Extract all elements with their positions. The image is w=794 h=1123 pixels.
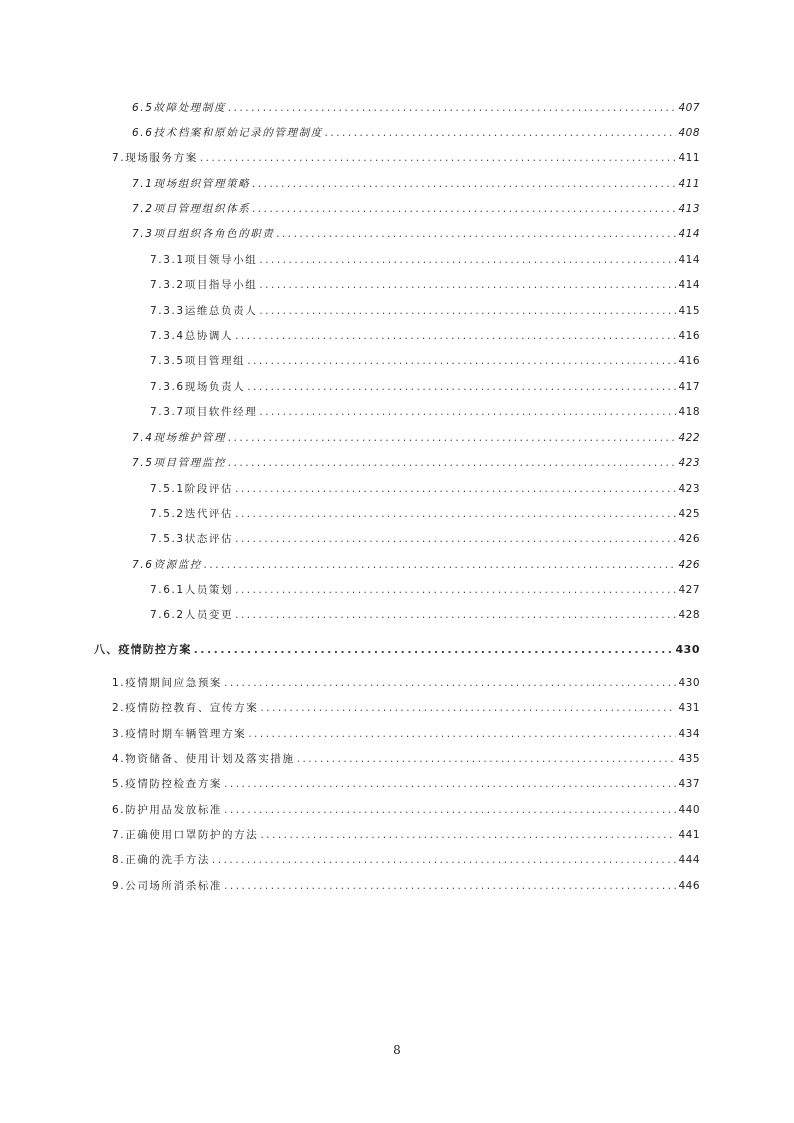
toc-entry[interactable] (132, 431, 700, 445)
toc-entry-page: 408 (678, 127, 700, 139)
toc-leader-dots (252, 177, 676, 191)
toc-leader-dots (235, 608, 676, 622)
toc-entry-label: 6.防护用品发放标准 (112, 804, 223, 816)
toc-entry[interactable] (150, 304, 700, 318)
toc-entry[interactable] (150, 608, 700, 622)
toc-entry[interactable] (132, 456, 700, 470)
toc-leader-dots (228, 431, 676, 445)
toc-leader-dots (235, 507, 676, 521)
toc-entry-label: 6.5故障处理制度 (132, 102, 227, 114)
toc-entry-page: 418 (678, 406, 700, 418)
toc-entry-label: 3.疫情时期车辆管理方案 (112, 728, 247, 740)
toc-entry[interactable] (150, 380, 700, 394)
toc-entry-page: 413 (678, 203, 700, 215)
toc-entry[interactable] (132, 177, 700, 191)
toc-entry-page: 422 (678, 432, 700, 444)
toc-leader-dots (277, 227, 677, 241)
toc-entry[interactable] (150, 507, 700, 521)
toc-entry[interactable] (150, 253, 700, 267)
toc-entry-label: 2.疫情防控教育、宣传方案 (112, 702, 259, 714)
toc-leader-dots (259, 405, 676, 419)
toc-entry-page: 427 (678, 584, 700, 596)
toc-entry[interactable] (112, 853, 700, 867)
toc-entry-page: 411 (678, 178, 700, 190)
toc-entry-page: 428 (678, 609, 700, 621)
toc-entry-page: 434 (678, 728, 700, 740)
toc-leader-dots (224, 676, 676, 690)
toc-entry-page: 425 (678, 508, 700, 520)
toc-entry-page: 414 (678, 279, 700, 291)
toc-leader-dots (259, 278, 676, 292)
toc-entry-page: 426 (678, 559, 700, 571)
toc-entry-label: 7.4现场维护管理 (132, 432, 227, 444)
toc-entry-label: 9.公司场所消杀标准 (112, 880, 223, 892)
toc-entry-label: 7.5项目管理监控 (132, 457, 227, 469)
toc-leader-dots (224, 777, 676, 791)
toc-leader-dots (260, 828, 676, 842)
toc-leader-dots (252, 202, 676, 216)
toc-leader-dots (228, 456, 676, 470)
toc-leader-dots (204, 558, 677, 572)
toc-entry-label: 7.3.7项目软件经理 (150, 406, 258, 418)
toc-entry[interactable] (150, 405, 700, 419)
toc-entry-label: 7.1现场组织管理策略 (132, 178, 251, 190)
toc-leader-dots (235, 482, 676, 496)
toc-entry-page: 435 (678, 753, 700, 765)
toc-leader-dots (247, 354, 676, 368)
toc-entry[interactable] (150, 532, 700, 546)
toc-entry-page: 416 (678, 330, 700, 342)
toc-entry-label: 7.6.2人员变更 (150, 609, 234, 621)
toc-leader-dots (248, 727, 676, 741)
toc-entry-label: 7.5.3状态评估 (150, 533, 234, 545)
toc-entry-page: 415 (678, 305, 700, 317)
toc-entry-page: 437 (678, 778, 700, 790)
toc-entry[interactable] (94, 643, 700, 657)
toc-entry[interactable] (132, 101, 700, 115)
toc-entry[interactable] (132, 202, 700, 216)
toc-entry-label: 八、疫情防控方案 (94, 643, 192, 656)
toc-entry-page: 411 (678, 152, 700, 164)
toc-entry-page: 431 (678, 702, 700, 714)
toc-entry-label: 7.3.4总协调人 (150, 330, 234, 342)
toc-entry[interactable] (112, 701, 700, 715)
toc-entry-page: 444 (678, 854, 700, 866)
toc-entry[interactable] (112, 752, 700, 766)
toc-entry-page: 430 (678, 677, 700, 689)
toc-leader-dots (297, 752, 677, 766)
toc-entry-label: 7.现场服务方案 (112, 152, 198, 164)
toc-entry[interactable] (150, 278, 700, 292)
toc-entry-label: 7.5.1阶段评估 (150, 483, 234, 495)
toc-leader-dots (247, 380, 676, 394)
toc-entry-page: 441 (678, 829, 700, 841)
toc-entry[interactable] (150, 583, 700, 597)
toc-leader-dots (224, 803, 676, 817)
page-number: 8 (393, 1043, 401, 1057)
toc-leader-dots (235, 583, 676, 597)
toc-entry-page: 407 (678, 102, 700, 114)
toc-leader-dots (260, 701, 676, 715)
toc-entry[interactable] (112, 151, 700, 165)
toc-entry-label: 1.疫情期间应急预案 (112, 677, 223, 689)
toc-entry-page: 423 (678, 483, 700, 495)
toc-entry[interactable] (150, 354, 700, 368)
toc-leader-dots (259, 253, 676, 267)
toc-entry[interactable] (112, 676, 700, 690)
toc-entry-page: 423 (678, 457, 700, 469)
toc-entry[interactable] (132, 227, 700, 241)
toc-entry-label: 5.疫情防控检查方案 (112, 778, 223, 790)
toc-leader-dots (228, 101, 676, 115)
toc-entry-label: 7.6.1人员策划 (150, 584, 234, 596)
toc-entry-label: 7.2项目管理组织体系 (132, 203, 251, 215)
toc-entry-page: 446 (678, 880, 700, 892)
toc-entry-label: 7.3.1项目领导小组 (150, 254, 258, 266)
toc-entry[interactable] (112, 879, 700, 893)
toc-entry-page: 417 (678, 381, 700, 393)
toc-leader-dots (200, 151, 677, 165)
toc-leader-dots (194, 643, 674, 657)
toc-entry-label: 7.3项目组织各角色的职责 (132, 228, 275, 240)
toc-entry-label: 7.3.6现场负责人 (150, 381, 246, 393)
toc-entry-page: 430 (675, 643, 700, 656)
toc-entry-label: 7.5.2迭代评估 (150, 508, 234, 520)
toc-entry-label: 7.正确使用口罩防护的方法 (112, 829, 259, 841)
toc-entry[interactable] (132, 126, 700, 140)
toc-entry-label: 7.3.5项目管理组 (150, 355, 246, 367)
toc-leader-dots (212, 853, 677, 867)
toc-entry[interactable] (112, 803, 700, 817)
toc-leader-dots (325, 126, 677, 140)
toc-entry-label: 7.6资源监控 (132, 559, 202, 571)
toc-entry-label: 7.3.3运维总负责人 (150, 305, 258, 317)
toc-leader-dots (224, 879, 676, 893)
toc-entry-label: 6.6技术档案和原始记录的管理制度 (132, 127, 323, 139)
toc-entry[interactable] (150, 482, 700, 496)
toc-entry-page: 440 (678, 804, 700, 816)
toc-leader-dots (235, 329, 676, 343)
toc-leader-dots (235, 532, 676, 546)
toc-entry-page: 414 (678, 254, 700, 266)
toc-entry[interactable] (112, 777, 700, 791)
toc-entry[interactable] (150, 329, 700, 343)
toc-entry[interactable] (132, 558, 700, 572)
toc-entry-label: 8.正确的洗手方法 (112, 854, 210, 866)
toc-entry-page: 416 (678, 355, 700, 367)
toc-entry[interactable] (112, 828, 700, 842)
toc-entry-label: 4.物资储备、使用计划及落实措施 (112, 753, 295, 765)
toc-entry-label: 7.3.2项目指导小组 (150, 279, 258, 291)
toc-entry-page: 414 (678, 228, 700, 240)
toc-leader-dots (259, 304, 676, 318)
toc-entry[interactable] (112, 727, 700, 741)
toc-entry-page: 426 (678, 533, 700, 545)
